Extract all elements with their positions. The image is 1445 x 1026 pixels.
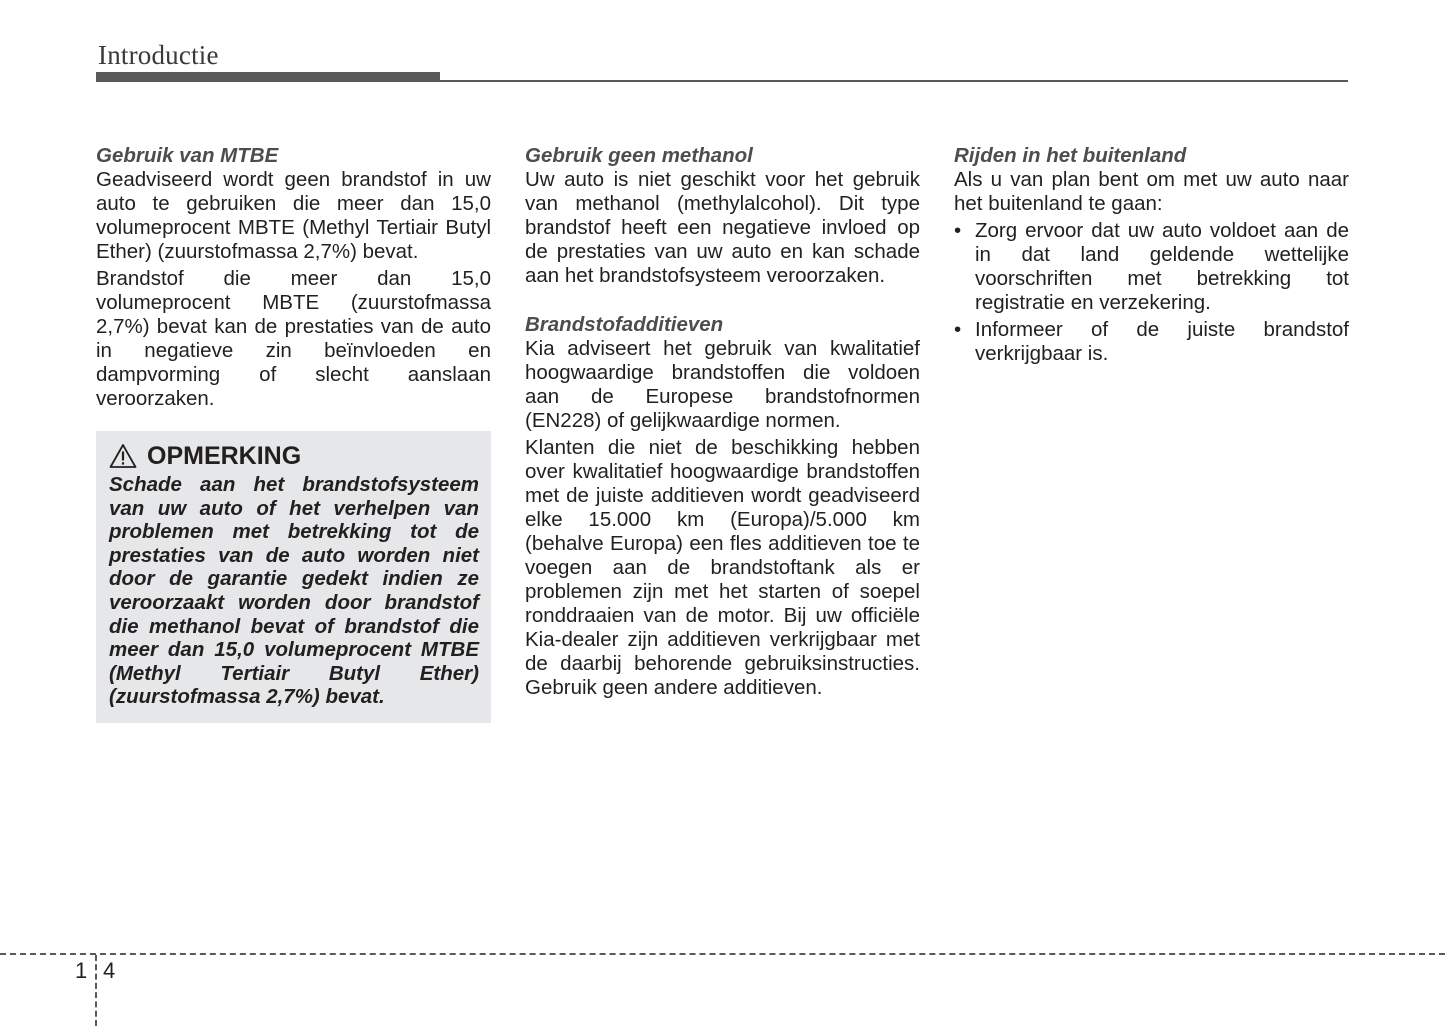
footer-rule (0, 953, 1445, 955)
note-text: Schade aan het brandstofsysteem van uw auto of het verhelpen van problemen met betrekking tot de prestaties van de auto worden niet door de garantie gedekt indien ze veroorzaakt worden door brandstof die methanol bevat of brandstof die meer dan 15,0 volumeprocent MTBE (Methyl Tertiair Butyl Ether) (zuurstofmassa 2,7%) bevat. (109, 473, 479, 709)
footer-divider (95, 955, 97, 1026)
paragraph: Geadviseerd wordt geen brandstof in uw auto te gebruiken die meer dan 15,0 volumeprocent MBTE (Methyl Tertiair Butyl Ether) (zuurstofmassa 2,7%) bevat. (96, 168, 491, 263)
section-heading-mtbe: Gebruik van MTBE (96, 144, 279, 167)
warning-triangle-icon (109, 443, 137, 469)
section-heading-additives: Brandstofadditieven (525, 313, 724, 336)
note-header (109, 441, 479, 471)
chapter-number: 1 (75, 958, 88, 983)
page-number: 4 (103, 958, 116, 983)
paragraph: Brandstof die meer dan 15,0 volumeprocent MBTE (zuurstofmassa 2,7%) bevat kan de prestaties van de auto in negatieve zin beïnvloeden en dampvorming of slecht aanslaan veroorzaken. (96, 267, 491, 410)
header-rule-thick (96, 72, 440, 82)
header-rule-thin (440, 80, 1348, 82)
column-mtbe (96, 144, 491, 723)
column-abroad (954, 144, 1349, 369)
page-title: Introductie (98, 40, 219, 70)
section-heading-methanol: Gebruik geen methanol (525, 144, 753, 167)
list-item: • Zorg ervoor dat uw auto voldoet aan de in dat land geldende wettelijke voorschriften met betrekking tot registratie en verzekering. (954, 219, 1349, 315)
note-box (96, 431, 491, 723)
paragraph: Kia adviseert het gebruik van kwalitatief hoogwaardige brandstoffen die voldoen aan de Europese brandstofnormen (EN228) of gelijkwaardige normen. (525, 337, 920, 432)
paragraph: Uw auto is niet geschikt voor het gebruik van methanol (methylalcohol). Dit type brandstof heeft een negatieve invloed op de prestaties van uw auto en kan schade aan het brandstofsysteem veroorzaken. (525, 168, 920, 287)
paragraph: Als u van plan bent om met uw auto naar het buitenland te gaan: (954, 168, 1349, 215)
column-fuel (525, 144, 920, 703)
list-item: • Informeer of de juiste brandstof verkrijgbaar is. (954, 318, 1349, 366)
note-title: OPMERKING (147, 442, 302, 470)
paragraph: Klanten die niet de beschikking hebben over kwalitatief hoogwaardige brandstoffen met de juiste additieven wordt geadviseerd elke 15.000 km (Europa)/5.000 km (behalve Europa) een fles additieven toe te voegen aan de brandstoftank als er problemen zijn met het starten of soepel ronddraaien van de motor. Bij uw officiële Kia-dealer zijn additieven verkrijgbaar met de daarbij behorende gebruiksinstructies. Gebruik geen andere additieven. (525, 436, 920, 699)
section-heading-abroad: Rijden in het buitenland (954, 144, 1187, 167)
bullet-list (954, 219, 1349, 366)
